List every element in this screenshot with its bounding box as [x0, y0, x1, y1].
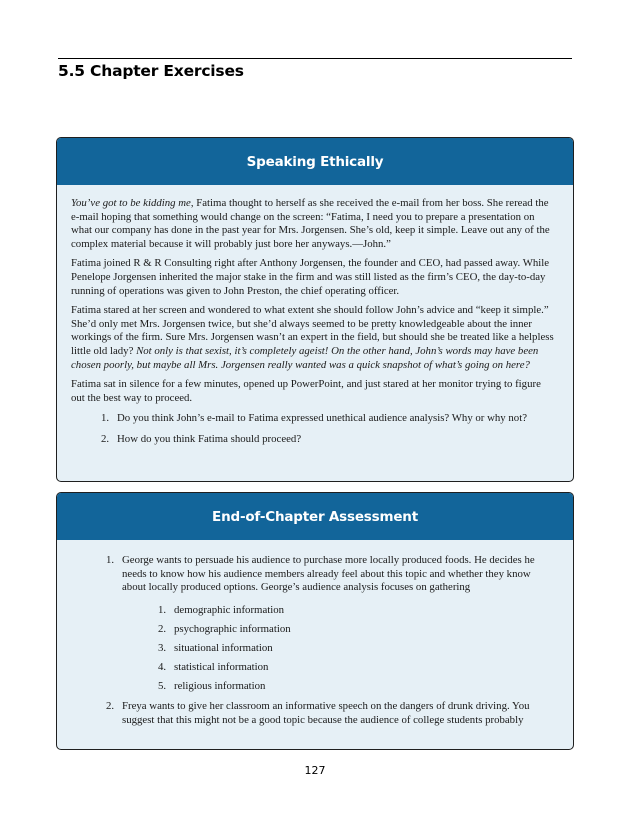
option-number: 2.: [158, 622, 167, 635]
option-number: 1.: [158, 603, 167, 616]
option-text: demographic information: [174, 603, 285, 616]
list-item: [106, 700, 541, 727]
question-number: 1.: [106, 554, 115, 566]
question-text: How do you think Fatima should proceed?: [117, 432, 302, 445]
list-item: [101, 432, 555, 447]
option-text: religious information: [174, 679, 266, 692]
paragraph-1-text: , Fatima thought to herself as she received the e-mail from her boss. She reread the e-mail hoping that something would change on the screen: “Fatima, I need you to prepare a presentation on what our company has done in the past year for Mrs. Jorgensen. She’s old, keep it simple. Leave out any of the complex material because it will probably just bore her anyways.—John.”: [71, 197, 550, 250]
assessment-header: End-of-Chapter Assessment: [57, 493, 573, 540]
option-text: psychographic information: [174, 622, 291, 635]
option-number: 5.: [158, 679, 167, 692]
list-item: [106, 554, 541, 693]
speaking-ethically-box: [56, 137, 574, 482]
paragraph-4: Fatima sat in silence for a few minutes, opened up PowerPoint, and just stared at her monitor trying to figure out the best way to proceed.: [71, 378, 541, 404]
list-item: [158, 603, 541, 618]
option-number: 3.: [158, 641, 167, 654]
list-item: [158, 622, 541, 637]
page-number: 127: [304, 764, 326, 777]
list-item: [158, 679, 541, 694]
paragraph-2: Fatima joined R & R Consulting right after Anthony Jorgensen, the founder and CEO, had passed away. While Penelope Jorgensen inherited the major stake in the firm and was still listed as the firm’s CEO, the day-to-day running of operations was given to John Preston, the chief operating officer.: [71, 257, 550, 297]
question-text: Freya wants to give her classroom an informative speech on the dangers of drunk driving. You suggest that this might not be a good topic because the audience of college students probably: [122, 700, 530, 726]
list-item: [101, 412, 555, 426]
option-text: statistical information: [174, 660, 269, 673]
assessment-questions: [71, 554, 555, 728]
question-text: Do you think John’s e-mail to Fatima expressed unethical audience analysis? Why or why not?: [117, 412, 527, 425]
assessment-body: [57, 540, 573, 728]
list-item: [158, 641, 541, 656]
question-number: 1.: [101, 412, 110, 425]
assessment-box: [56, 492, 574, 750]
option-number: 4.: [158, 660, 167, 673]
paragraph-1: [71, 197, 555, 251]
paragraph-3-text: Fatima stared at her screen and wondered to what extent she should follow John’s advice and “keep it simple.” She’d only met Mrs. Jorgensen twice, but she’d always seemed to be pretty knowledgeable about the inner workings of the firm. Sure Mrs. Jorgensen wasn’t an expert in the field, but should she be treated like a helpless little old lady?: [71, 304, 554, 357]
discussion-questions: [71, 412, 555, 446]
question-number: 2.: [101, 432, 110, 445]
list-item: [158, 660, 541, 675]
speaking-ethically-header: Speaking Ethically: [57, 138, 573, 185]
answer-options: [122, 604, 541, 694]
paragraph-3: [71, 304, 555, 372]
section-title: 5.5 Chapter Exercises: [58, 62, 244, 80]
question-text: George wants to persuade his audience to purchase more locally produced foods. He decides he needs to know how his audience members already feel about this topic and whether they know about locally produced options. George’s audience analysis focuses on gathering: [122, 554, 535, 594]
speaking-ethically-body: [57, 185, 573, 447]
paragraph-3-italic: Not only is that sexist, it’s completely ageist! On the other hand, John’s words may have been chosen poorly, but maybe all Mrs. Jorgensen really wanted was a quick snapshot of what’s going on here?: [71, 344, 539, 371]
question-number: 2.: [106, 700, 115, 713]
option-text: situational information: [174, 641, 273, 654]
paragraph-1-italic: You’ve got to be kidding me: [71, 197, 191, 209]
top-rule: [58, 58, 572, 59]
